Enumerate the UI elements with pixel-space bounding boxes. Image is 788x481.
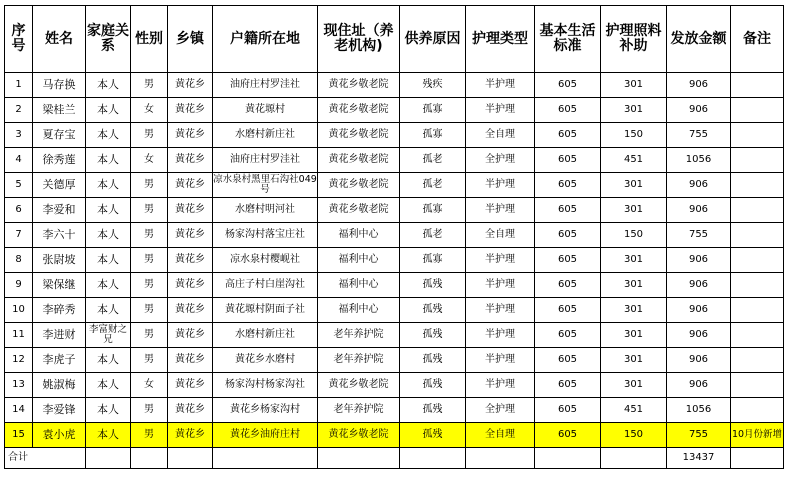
cell-col-name: 关德厚	[33, 173, 86, 198]
cell-col-residence: 福利中心	[318, 273, 400, 298]
cell-col-township: 黄花乡	[168, 223, 213, 248]
cell-col-gender: 男	[131, 173, 168, 198]
cell-col-reason: 孤残	[400, 323, 466, 348]
cell-col-household: 高庄子村白崖沟社	[213, 273, 318, 298]
cell-col-gender: 男	[131, 423, 168, 448]
cell-col-basic-standard: 605	[535, 348, 601, 373]
cell-col-reason: 残疾	[400, 73, 466, 98]
cell-col-care-type: 半护理	[466, 273, 535, 298]
table-row	[5, 423, 784, 448]
cell-col-reason: 孤残	[400, 298, 466, 323]
cell-col-amount: 1056	[667, 148, 731, 173]
cell-col-basic-standard: 605	[535, 423, 601, 448]
table-row	[5, 223, 784, 248]
header-col-remark: 备注	[731, 6, 784, 73]
cell-col-care-type: 半护理	[466, 348, 535, 373]
cell-col-index: 15	[5, 423, 33, 448]
cell-col-index: 7	[5, 223, 33, 248]
cell-col-amount: 906	[667, 98, 731, 123]
cell-col-township: 黄花乡	[168, 323, 213, 348]
cell-col-reason: 孤残	[400, 423, 466, 448]
cell-col-index: 3	[5, 123, 33, 148]
cell-col-township: 黄花乡	[168, 273, 213, 298]
cell-col-care-type: 全护理	[466, 398, 535, 423]
cell-col-reason: 孤残	[400, 348, 466, 373]
header-col-care-type: 护理类型	[466, 6, 535, 73]
header-col-name: 姓名	[33, 6, 86, 73]
cell-col-residence: 黄花乡敬老院	[318, 373, 400, 398]
cell-col-index: 5	[5, 173, 33, 198]
cell-col-township: 黄花乡	[168, 173, 213, 198]
cell-col-remark	[731, 148, 784, 173]
cell-col-residence: 黄花乡敬老院	[318, 198, 400, 223]
cell-col-amount: 755	[667, 423, 731, 448]
cell-col-household: 黄花乡杨家沟村	[213, 398, 318, 423]
cell-col-household: 黄花塬村阴面子社	[213, 298, 318, 323]
cell-col-remark	[731, 323, 784, 348]
cell-col-remark	[731, 98, 784, 123]
cell-col-index: 9	[5, 273, 33, 298]
cell-col-index: 2	[5, 98, 33, 123]
cell-col-index: 8	[5, 248, 33, 273]
total-empty-cell	[86, 448, 131, 469]
cell-col-gender: 男	[131, 248, 168, 273]
cell-col-household: 黄花塬村	[213, 98, 318, 123]
cell-col-index: 4	[5, 148, 33, 173]
cell-col-basic-standard: 605	[535, 148, 601, 173]
cell-col-gender: 女	[131, 373, 168, 398]
total-empty-cell	[466, 448, 535, 469]
cell-col-care-subsidy: 301	[601, 273, 667, 298]
cell-col-amount: 906	[667, 298, 731, 323]
cell-col-care-subsidy: 301	[601, 198, 667, 223]
table-body	[5, 73, 784, 469]
cell-col-gender: 男	[131, 323, 168, 348]
cell-col-gender: 男	[131, 348, 168, 373]
cell-col-basic-standard: 605	[535, 198, 601, 223]
cell-col-township: 黄花乡	[168, 123, 213, 148]
cell-col-relation: 本人	[86, 348, 131, 373]
cell-col-residence: 黄花乡敬老院	[318, 73, 400, 98]
cell-col-gender: 男	[131, 73, 168, 98]
cell-col-household: 水磨村新庄社	[213, 323, 318, 348]
cell-col-relation: 本人	[86, 73, 131, 98]
cell-col-household: 杨家沟村落宝庄社	[213, 223, 318, 248]
cell-col-reason: 孤寡	[400, 248, 466, 273]
cell-col-care-subsidy: 150	[601, 423, 667, 448]
cell-col-household: 凉水泉村黑里石沟社049 号	[213, 173, 318, 198]
cell-col-amount: 906	[667, 273, 731, 298]
cell-col-reason: 孤残	[400, 398, 466, 423]
cell-col-name: 梁桂兰	[33, 98, 86, 123]
total-empty-cell	[731, 448, 784, 469]
cell-col-name: 李爱和	[33, 198, 86, 223]
cell-col-relation: 本人	[86, 298, 131, 323]
cell-col-index: 11	[5, 323, 33, 348]
total-empty-cell	[601, 448, 667, 469]
cell-col-care-type: 全自理	[466, 123, 535, 148]
cell-col-remark	[731, 348, 784, 373]
cell-col-amount: 906	[667, 373, 731, 398]
cell-col-remark	[731, 73, 784, 98]
cell-col-township: 黄花乡	[168, 198, 213, 223]
cell-col-relation: 本人	[86, 173, 131, 198]
cell-col-index: 13	[5, 373, 33, 398]
header-col-residence: 现住址（养老机构)	[318, 6, 400, 73]
cell-col-amount: 906	[667, 198, 731, 223]
cell-col-relation: 本人	[86, 248, 131, 273]
cell-col-gender: 男	[131, 123, 168, 148]
cell-col-reason: 孤老	[400, 223, 466, 248]
cell-col-name: 张尉坡	[33, 248, 86, 273]
cell-col-relation: 本人	[86, 423, 131, 448]
total-empty-cell	[318, 448, 400, 469]
cell-col-household: 黄花乡水磨村	[213, 348, 318, 373]
cell-col-care-subsidy: 451	[601, 398, 667, 423]
total-amount: 13437	[667, 448, 731, 469]
table-row	[5, 73, 784, 98]
cell-col-residence: 黄花乡敬老院	[318, 423, 400, 448]
cell-col-relation: 本人	[86, 198, 131, 223]
total-empty-cell	[168, 448, 213, 469]
cell-col-reason: 孤残	[400, 273, 466, 298]
cell-col-relation: 本人	[86, 148, 131, 173]
cell-col-household: 杨家沟村杨家沟社	[213, 373, 318, 398]
header-col-basic-standard: 基本生活标准	[535, 6, 601, 73]
cell-col-household: 油府庄村罗洼社	[213, 148, 318, 173]
cell-col-remark	[731, 273, 784, 298]
cell-col-household: 水磨村明河社	[213, 198, 318, 223]
cell-col-care-type: 半护理	[466, 323, 535, 348]
total-row	[5, 448, 784, 469]
cell-col-gender: 男	[131, 198, 168, 223]
cell-col-residence: 老年养护院	[318, 348, 400, 373]
header-col-relation: 家庭关系	[86, 6, 131, 73]
header-col-township: 乡镇	[168, 6, 213, 73]
cell-col-residence: 老年养护院	[318, 323, 400, 348]
cell-col-household: 油府庄村罗洼社	[213, 73, 318, 98]
cell-col-residence: 老年养护院	[318, 398, 400, 423]
cell-col-reason: 孤老	[400, 148, 466, 173]
header-col-household: 户籍所在地	[213, 6, 318, 73]
cell-col-index: 12	[5, 348, 33, 373]
cell-col-index: 14	[5, 398, 33, 423]
cell-col-relation: 李富财之兄	[86, 323, 131, 348]
cell-col-household: 凉水泉村樱岘社	[213, 248, 318, 273]
cell-col-township: 黄花乡	[168, 298, 213, 323]
cell-col-gender: 女	[131, 98, 168, 123]
cell-col-remark	[731, 198, 784, 223]
cell-col-gender: 男	[131, 398, 168, 423]
cell-col-relation: 本人	[86, 223, 131, 248]
cell-col-care-subsidy: 150	[601, 123, 667, 148]
cell-col-residence: 黄花乡敬老院	[318, 173, 400, 198]
cell-col-remark	[731, 123, 784, 148]
cell-col-care-type: 半护理	[466, 298, 535, 323]
cell-col-care-subsidy: 301	[601, 173, 667, 198]
cell-col-care-type: 全护理	[466, 148, 535, 173]
table-row	[5, 198, 784, 223]
cell-col-basic-standard: 605	[535, 398, 601, 423]
cell-col-reason: 孤寡	[400, 123, 466, 148]
cell-col-relation: 本人	[86, 273, 131, 298]
cell-col-household: 黄花乡油府庄村	[213, 423, 318, 448]
cell-col-relation: 本人	[86, 373, 131, 398]
cell-col-name: 李虎子	[33, 348, 86, 373]
cell-col-township: 黄花乡	[168, 248, 213, 273]
cell-col-name: 徐秀莲	[33, 148, 86, 173]
cell-col-index: 6	[5, 198, 33, 223]
cell-col-care-type: 半护理	[466, 173, 535, 198]
cell-col-relation: 本人	[86, 398, 131, 423]
cell-col-residence: 福利中心	[318, 298, 400, 323]
cell-col-township: 黄花乡	[168, 98, 213, 123]
header-row	[5, 6, 784, 73]
cell-col-residence: 黄花乡敬老院	[318, 98, 400, 123]
total-empty-cell	[213, 448, 318, 469]
cell-col-township: 黄花乡	[168, 348, 213, 373]
table-row	[5, 398, 784, 423]
cell-col-township: 黄花乡	[168, 398, 213, 423]
cell-col-care-subsidy: 301	[601, 98, 667, 123]
cell-col-care-subsidy: 301	[601, 73, 667, 98]
cell-col-basic-standard: 605	[535, 123, 601, 148]
cell-col-name: 梁保继	[33, 273, 86, 298]
cell-col-care-subsidy: 301	[601, 323, 667, 348]
cell-col-index: 1	[5, 73, 33, 98]
cell-col-care-subsidy: 150	[601, 223, 667, 248]
cell-col-basic-standard: 605	[535, 223, 601, 248]
cell-col-care-subsidy: 301	[601, 373, 667, 398]
header-col-care-subsidy: 护理照料补助	[601, 6, 667, 73]
cell-col-township: 黄花乡	[168, 423, 213, 448]
cell-col-reason: 孤寡	[400, 98, 466, 123]
header-col-gender: 性别	[131, 6, 168, 73]
cell-col-name: 李爱锋	[33, 398, 86, 423]
cell-col-basic-standard: 605	[535, 98, 601, 123]
cell-col-care-subsidy: 301	[601, 298, 667, 323]
cell-col-care-type: 半护理	[466, 198, 535, 223]
cell-col-basic-standard: 605	[535, 373, 601, 398]
cell-col-amount: 755	[667, 223, 731, 248]
cell-col-amount: 906	[667, 323, 731, 348]
cell-col-gender: 女	[131, 148, 168, 173]
cell-col-relation: 本人	[86, 98, 131, 123]
relief-table	[4, 5, 784, 469]
cell-col-care-type: 全自理	[466, 223, 535, 248]
cell-col-remark	[731, 398, 784, 423]
total-label: 合计	[5, 448, 86, 469]
cell-col-index: 10	[5, 298, 33, 323]
cell-col-relation: 本人	[86, 123, 131, 148]
cell-col-care-subsidy: 451	[601, 148, 667, 173]
table-row	[5, 123, 784, 148]
cell-col-basic-standard: 605	[535, 298, 601, 323]
cell-col-basic-standard: 605	[535, 248, 601, 273]
cell-col-name: 姚淑梅	[33, 373, 86, 398]
cell-col-remark	[731, 173, 784, 198]
table-row	[5, 373, 784, 398]
cell-col-amount: 1056	[667, 398, 731, 423]
cell-col-remark: 10月份新增	[731, 423, 784, 448]
cell-col-amount: 906	[667, 348, 731, 373]
cell-col-township: 黄花乡	[168, 373, 213, 398]
cell-col-remark	[731, 223, 784, 248]
cell-col-residence: 福利中心	[318, 248, 400, 273]
cell-col-care-type: 半护理	[466, 98, 535, 123]
table-row	[5, 173, 784, 198]
cell-col-remark	[731, 298, 784, 323]
total-empty-cell	[131, 448, 168, 469]
cell-col-basic-standard: 605	[535, 323, 601, 348]
cell-col-residence: 黄花乡敬老院	[318, 148, 400, 173]
cell-col-remark	[731, 248, 784, 273]
cell-col-care-subsidy: 301	[601, 348, 667, 373]
cell-col-name: 夏存宝	[33, 123, 86, 148]
cell-col-amount: 906	[667, 248, 731, 273]
cell-col-care-subsidy: 301	[601, 248, 667, 273]
cell-col-reason: 孤寡	[400, 198, 466, 223]
header-col-index: 序号	[5, 6, 33, 73]
cell-col-residence: 黄花乡敬老院	[318, 123, 400, 148]
cell-col-residence: 福利中心	[318, 223, 400, 248]
cell-col-household: 水磨村新庄社	[213, 123, 318, 148]
table-row	[5, 298, 784, 323]
cell-col-gender: 男	[131, 298, 168, 323]
cell-col-name: 袁小虎	[33, 423, 86, 448]
cell-col-gender: 男	[131, 273, 168, 298]
cell-col-care-type: 半护理	[466, 73, 535, 98]
total-empty-cell	[400, 448, 466, 469]
cell-col-name: 李进财	[33, 323, 86, 348]
table-row	[5, 98, 784, 123]
table-row	[5, 273, 784, 298]
table-row	[5, 348, 784, 373]
cell-col-care-type: 全自理	[466, 423, 535, 448]
cell-col-care-type: 半护理	[466, 373, 535, 398]
relief-table-sheet	[4, 5, 783, 476]
cell-col-name: 李碎秀	[33, 298, 86, 323]
cell-col-basic-standard: 605	[535, 73, 601, 98]
cell-col-name: 马存换	[33, 73, 86, 98]
cell-col-name: 李六十	[33, 223, 86, 248]
cell-col-amount: 906	[667, 73, 731, 98]
cell-col-remark	[731, 373, 784, 398]
table-row	[5, 248, 784, 273]
cell-col-reason: 孤残	[400, 373, 466, 398]
cell-col-township: 黄花乡	[168, 148, 213, 173]
cell-col-township: 黄花乡	[168, 73, 213, 98]
header-col-amount: 发放金额	[667, 6, 731, 73]
cell-col-basic-standard: 605	[535, 173, 601, 198]
cell-col-basic-standard: 605	[535, 273, 601, 298]
total-empty-cell	[535, 448, 601, 469]
table-row	[5, 323, 784, 348]
cell-col-reason: 孤老	[400, 173, 466, 198]
cell-col-amount: 906	[667, 173, 731, 198]
cell-col-care-type: 半护理	[466, 248, 535, 273]
cell-col-gender: 男	[131, 223, 168, 248]
cell-col-amount: 755	[667, 123, 731, 148]
header-col-reason: 供养原因	[400, 6, 466, 73]
table-row	[5, 148, 784, 173]
